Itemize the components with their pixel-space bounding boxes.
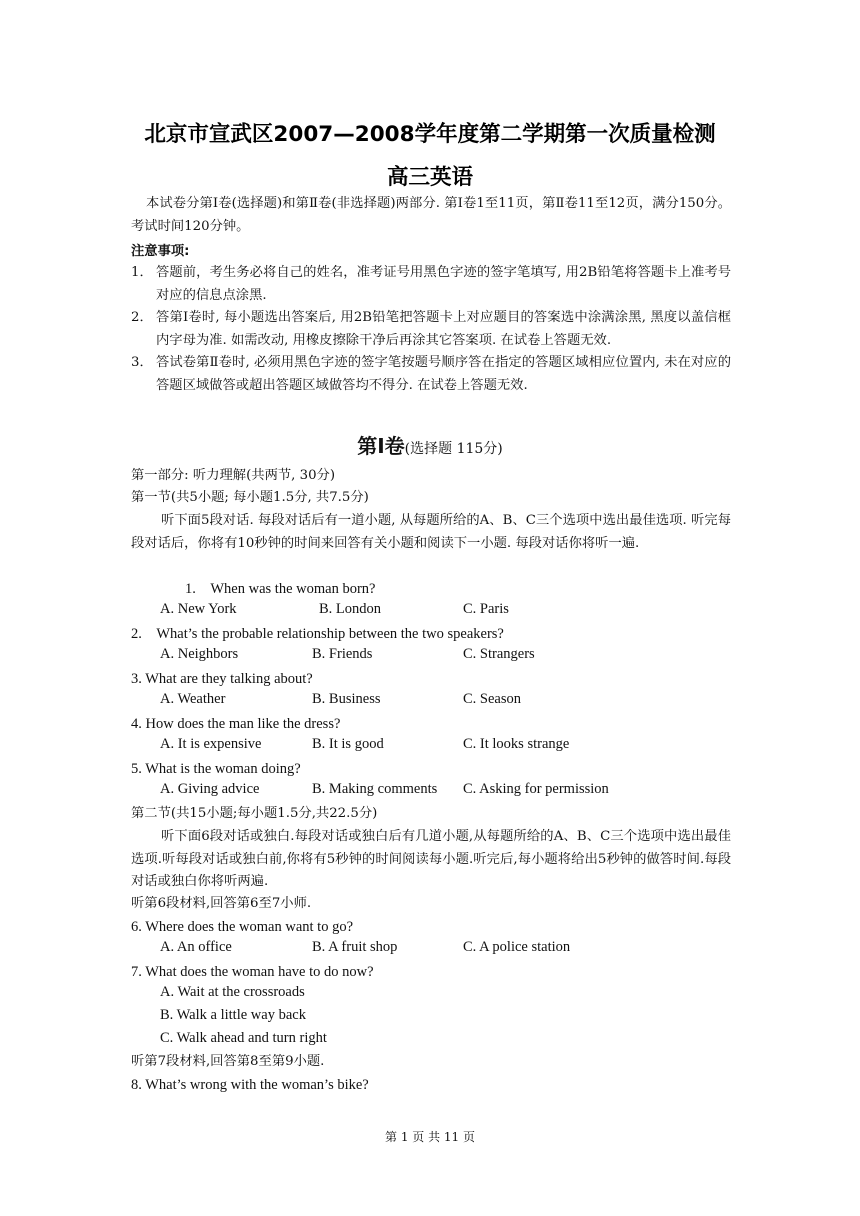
notes-list	[131, 262, 731, 397]
note-number: 2．	[131, 310, 153, 325]
q5-option-a: A. Giving advice	[160, 781, 260, 797]
section-title-note: (选择题 115分)	[404, 441, 503, 457]
q1-option-a: A. New York	[160, 601, 237, 617]
sec2-heading: 第二节(共15小题;每小题1.5分,共22.5分)	[131, 806, 378, 821]
material-7-note: 听第7段材料,回答第8至第9小题.	[131, 1054, 325, 1069]
note-number: 1．	[131, 265, 153, 280]
q2-option-a: A. Neighbors	[160, 646, 239, 662]
note-item	[131, 262, 731, 307]
question-4: 4. How does the man like the dress?	[131, 716, 341, 732]
question-1: 1. When was the woman born?	[185, 581, 376, 597]
q7-option-a: A. Wait at the crossroads	[160, 984, 305, 1000]
note-text: 答试卷第Ⅱ卷时, 必须用黑色字迹的签字笔按题号顺序答在指定的答题区域相应位置内, 未在对应的答题区域做答或超出答题区域做答均不得分. 在试卷上答题无效.	[156, 355, 731, 393]
q2-option-c: C. Strangers	[463, 646, 535, 662]
q6-option-a: A. An office	[160, 939, 232, 955]
question-8: 8. What’s wrong with the woman’s bike?	[131, 1077, 369, 1093]
q6-option-c: C. A police station	[463, 939, 571, 955]
section-title-main: 第Ⅰ卷	[357, 434, 405, 458]
question-3: 3. What are they talking about?	[131, 671, 313, 687]
note-item	[131, 307, 731, 352]
q3-option-b: B. Business	[312, 691, 381, 707]
notes-heading: 注意事项:	[131, 244, 190, 259]
intro-paragraph: 本试卷分第Ⅰ卷(选择题)和第Ⅱ卷(非选择题)两部分. 第Ⅰ卷1至11页，第Ⅱ卷11至12页，满分150分。考试时间120分钟。	[131, 196, 731, 234]
page-footer: 第 1 页 共 11 页	[385, 1130, 475, 1144]
sec2-instructions: 听下面6段对话或独白.每段对话或独白后有几道小题,从每题所给的A、B、C三个选项中选出最佳选项.听每段对话或独白前,你将有5秒钟的时间阅读每小题.听完后,每小题将给出5秒钟的做答时间.每段对话或独白你将听两遍.	[131, 829, 731, 889]
q3-option-c: C. Season	[463, 691, 521, 707]
sec1-instructions: 听下面5段对话. 每段对话后有一道小题, 从每题所给的A、B、C三个选项中选出最佳选项. 听完每段对话后，你将有10秒钟的时间来回答有关小题和阅读下一小题. 每段对话你将听一遍.	[131, 513, 731, 551]
q1-option-c: C. Paris	[463, 601, 509, 617]
section-title	[0, 430, 860, 459]
q5-option-b: B. Making comments	[312, 781, 438, 797]
q4-option-a: A. It is expensive	[160, 736, 262, 752]
q5-option-c: C. Asking for permission	[463, 781, 609, 797]
page-title: 北京市宣武区2007—2008学年度第二学期第一次质量检测	[144, 122, 716, 147]
page-subtitle: 高三英语	[386, 165, 473, 190]
q7-option-c: C. Walk ahead and turn right	[160, 1030, 327, 1046]
note-number: 3．	[131, 355, 153, 370]
part1-heading: 第一部分: 听力理解(共两节, 30分)	[131, 468, 336, 483]
q7-option-b: B. Walk a little way back	[160, 1007, 306, 1023]
note-text: 答第Ⅰ卷时, 每小题选出答案后, 用2B铅笔把答题卡上对应题目的答案选中涂满涂黑, 黑度以盖信框内字母为准. 如需改动, 用橡皮擦除干净后再涂其它答案项. 在试卷上答题无效.	[156, 310, 731, 348]
question-5: 5. What is the woman doing?	[131, 761, 301, 777]
q4-option-c: C. It looks strange	[463, 736, 570, 752]
q2-option-b: B. Friends	[312, 646, 373, 662]
material-6-note: 听第6段材料,回答第6至7小师.	[131, 896, 312, 911]
note-item	[131, 352, 731, 397]
q4-option-b: B. It is good	[312, 736, 384, 752]
q6-option-b: B. A fruit shop	[312, 939, 398, 955]
question-2: 2. What’s the probable relationship between the two speakers?	[131, 626, 504, 642]
question-7: 7. What does the woman have to do now?	[131, 964, 374, 980]
q3-option-a: A. Weather	[160, 691, 226, 707]
sec1-heading: 第一节(共5小题; 每小题1.5分, 共7.5分)	[131, 490, 369, 505]
question-6: 6. Where does the woman want to go?	[131, 919, 354, 935]
note-text: 答题前，考生务必将自己的姓名，准考证号用黑色字迹的签字笔填写, 用2B铅笔将答题卡上准考号对应的信息点涂黑.	[156, 265, 731, 303]
q1-option-b: B. London	[319, 601, 382, 617]
